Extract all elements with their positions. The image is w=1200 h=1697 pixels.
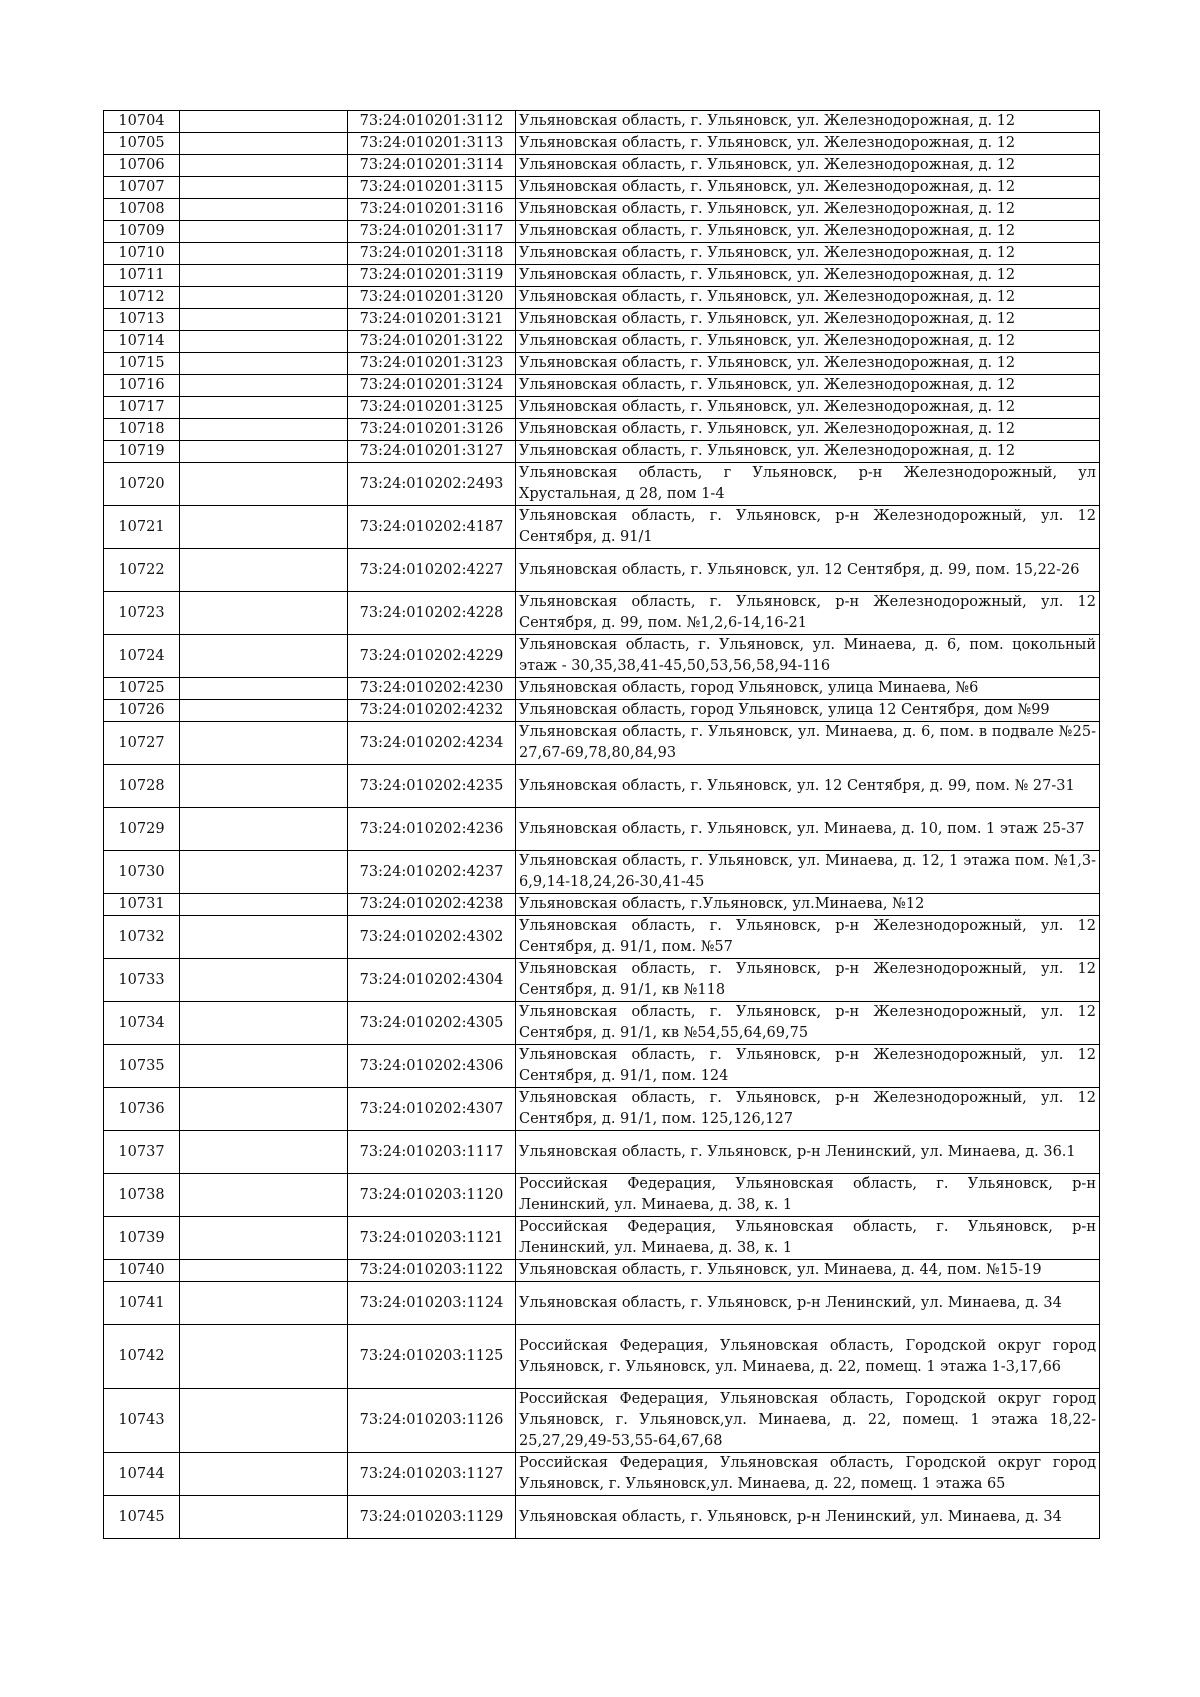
row-empty-cell bbox=[180, 1496, 348, 1539]
table-row bbox=[104, 155, 1100, 177]
address: Ульяновская область, г. Ульяновск, р-н Ленинский, ул. Минаева, д. 34 bbox=[516, 1282, 1100, 1325]
row-empty-cell bbox=[180, 463, 348, 506]
row-empty-cell bbox=[180, 959, 348, 1002]
table-row bbox=[104, 463, 1100, 506]
cadastral-number: 73:24:010201:3114 bbox=[348, 155, 516, 177]
address: Ульяновская область, г. Ульяновск, р-н Железнодорожный, ул. 12 Сентября, д. 91/1 bbox=[516, 506, 1100, 549]
row-number: 10739 bbox=[104, 1217, 180, 1260]
table-row bbox=[104, 309, 1100, 331]
row-empty-cell bbox=[180, 1453, 348, 1496]
row-number: 10705 bbox=[104, 133, 180, 155]
row-number: 10727 bbox=[104, 722, 180, 765]
cadastral-number: 73:24:010203:1127 bbox=[348, 1453, 516, 1496]
row-number: 10719 bbox=[104, 441, 180, 463]
row-empty-cell bbox=[180, 199, 348, 221]
table-row bbox=[104, 243, 1100, 265]
cadastral-number: 73:24:010201:3115 bbox=[348, 177, 516, 199]
cadastral-number: 73:24:010202:4232 bbox=[348, 700, 516, 722]
table-row bbox=[104, 765, 1100, 808]
table-row bbox=[104, 894, 1100, 916]
row-empty-cell bbox=[180, 1002, 348, 1045]
table-row bbox=[104, 1389, 1100, 1453]
address: Ульяновская область, г. Ульяновск, р-н Железнодорожный, ул. 12 Сентября, д. 91/1, кв №54,55,64,69,75 bbox=[516, 1002, 1100, 1045]
address: Ульяновская область, г. Ульяновск, р-н Железнодорожный, ул. 12 Сентября, д. 99, пом. №1,2,6-14,16-21 bbox=[516, 592, 1100, 635]
row-number: 10707 bbox=[104, 177, 180, 199]
table-row bbox=[104, 397, 1100, 419]
address: Ульяновская область, г. Ульяновск, ул. 12 Сентября, д. 99, пом. 15,22-26 bbox=[516, 549, 1100, 592]
row-number: 10721 bbox=[104, 506, 180, 549]
table-row bbox=[104, 506, 1100, 549]
table-row bbox=[104, 1217, 1100, 1260]
cadastral-number: 73:24:010202:4307 bbox=[348, 1088, 516, 1131]
row-number: 10718 bbox=[104, 419, 180, 441]
address: Ульяновская область, г. Ульяновск, ул. Железнодорожная, д. 12 bbox=[516, 199, 1100, 221]
address: Ульяновская область, г. Ульяновск, р-н Железнодорожный, ул. 12 Сентября, д. 91/1, пом. 125,126,127 bbox=[516, 1088, 1100, 1131]
row-number: 10730 bbox=[104, 851, 180, 894]
table-row bbox=[104, 353, 1100, 375]
row-empty-cell bbox=[180, 441, 348, 463]
table-row bbox=[104, 592, 1100, 635]
row-empty-cell bbox=[180, 1045, 348, 1088]
table-row bbox=[104, 635, 1100, 678]
address: Ульяновская область, г. Ульяновск, р-н Ленинский, ул. Минаева, д. 36.1 bbox=[516, 1131, 1100, 1174]
table-row bbox=[104, 1325, 1100, 1389]
cadastral-number: 73:24:010203:1121 bbox=[348, 1217, 516, 1260]
address: Ульяновская область, г. Ульяновск, ул. Минаева, д. 6, пом. в подвале №25-27,67-69,78,80,84,93 bbox=[516, 722, 1100, 765]
row-number: 10741 bbox=[104, 1282, 180, 1325]
row-number: 10743 bbox=[104, 1389, 180, 1453]
address: Ульяновская область, г. Ульяновск, ул. Железнодорожная, д. 12 bbox=[516, 221, 1100, 243]
cadastral-number: 73:24:010203:1122 bbox=[348, 1260, 516, 1282]
address: Ульяновская область, г. Ульяновск, ул. Железнодорожная, д. 12 bbox=[516, 243, 1100, 265]
row-number: 10716 bbox=[104, 375, 180, 397]
cadastral-number: 73:24:010201:3118 bbox=[348, 243, 516, 265]
table-row bbox=[104, 265, 1100, 287]
table-row bbox=[104, 1174, 1100, 1217]
row-number: 10733 bbox=[104, 959, 180, 1002]
row-empty-cell bbox=[180, 287, 348, 309]
cadastral-number: 73:24:010201:3122 bbox=[348, 331, 516, 353]
row-number: 10709 bbox=[104, 221, 180, 243]
table-row bbox=[104, 1131, 1100, 1174]
cadastral-number: 73:24:010201:3127 bbox=[348, 441, 516, 463]
row-empty-cell bbox=[180, 1174, 348, 1217]
table-row bbox=[104, 419, 1100, 441]
table-row bbox=[104, 199, 1100, 221]
row-number: 10737 bbox=[104, 1131, 180, 1174]
table-row bbox=[104, 133, 1100, 155]
row-number: 10736 bbox=[104, 1088, 180, 1131]
cadastral-number: 73:24:010203:1120 bbox=[348, 1174, 516, 1217]
address: Ульяновская область, г Ульяновск, р-н Железнодорожный, ул Хрустальная, д 28, пом 1-4 bbox=[516, 463, 1100, 506]
row-empty-cell bbox=[180, 1217, 348, 1260]
row-number: 10722 bbox=[104, 549, 180, 592]
row-empty-cell bbox=[180, 808, 348, 851]
table-row bbox=[104, 808, 1100, 851]
cadastral-number: 73:24:010201:3113 bbox=[348, 133, 516, 155]
table-row bbox=[104, 549, 1100, 592]
row-number: 10745 bbox=[104, 1496, 180, 1539]
address: Ульяновская область, г. Ульяновск, ул. Железнодорожная, д. 12 bbox=[516, 441, 1100, 463]
row-empty-cell bbox=[180, 309, 348, 331]
address: Ульяновская область, г. Ульяновск, ул. Минаева, д. 44, пом. №15-19 bbox=[516, 1260, 1100, 1282]
row-empty-cell bbox=[180, 1131, 348, 1174]
cadastral-number: 73:24:010203:1124 bbox=[348, 1282, 516, 1325]
cadastral-number: 73:24:010201:3125 bbox=[348, 397, 516, 419]
cadastral-number: 73:24:010202:4305 bbox=[348, 1002, 516, 1045]
cadastral-number: 73:24:010202:4187 bbox=[348, 506, 516, 549]
address: Ульяновская область, г. Ульяновск, ул. Железнодорожная, д. 12 bbox=[516, 133, 1100, 155]
address: Ульяновская область, г. Ульяновск, ул. Железнодорожная, д. 12 bbox=[516, 353, 1100, 375]
row-number: 10704 bbox=[104, 111, 180, 133]
address: Ульяновская область, г. Ульяновск, ул. Железнодорожная, д. 12 bbox=[516, 375, 1100, 397]
address: Ульяновская область, г. Ульяновск, ул. Железнодорожная, д. 12 bbox=[516, 419, 1100, 441]
cadastral-number: 73:24:010202:4234 bbox=[348, 722, 516, 765]
address: Российская Федерация, Ульяновская область, Городской округ город Ульяновск, г. Ульяновск, ул. Минаева, д. 22, помещ. 1 этажа 1-3,17,66 bbox=[516, 1325, 1100, 1389]
row-empty-cell bbox=[180, 1088, 348, 1131]
row-number: 10728 bbox=[104, 765, 180, 808]
table-body bbox=[104, 111, 1100, 1539]
row-number: 10740 bbox=[104, 1260, 180, 1282]
row-empty-cell bbox=[180, 177, 348, 199]
cadastral-number: 73:24:010203:1126 bbox=[348, 1389, 516, 1453]
cadastral-number: 73:24:010201:3126 bbox=[348, 419, 516, 441]
cadastral-number: 73:24:010201:3119 bbox=[348, 265, 516, 287]
table-row bbox=[104, 851, 1100, 894]
row-empty-cell bbox=[180, 549, 348, 592]
table-row bbox=[104, 221, 1100, 243]
row-empty-cell bbox=[180, 722, 348, 765]
row-empty-cell bbox=[180, 635, 348, 678]
cadastral-number: 73:24:010201:3116 bbox=[348, 199, 516, 221]
cadastral-number: 73:24:010203:1117 bbox=[348, 1131, 516, 1174]
table-row bbox=[104, 1088, 1100, 1131]
table-row bbox=[104, 916, 1100, 959]
address: Российская Федерация, Ульяновская область, г. Ульяновск, р-н Ленинский, ул. Минаева, д. 38, к. 1 bbox=[516, 1217, 1100, 1260]
row-empty-cell bbox=[180, 353, 348, 375]
row-number: 10717 bbox=[104, 397, 180, 419]
address: Ульяновская область, г. Ульяновск, ул. Железнодорожная, д. 12 bbox=[516, 397, 1100, 419]
table-row bbox=[104, 959, 1100, 1002]
row-empty-cell bbox=[180, 419, 348, 441]
address: Ульяновская область, г. Ульяновск, ул. Железнодорожная, д. 12 bbox=[516, 111, 1100, 133]
address: Ульяновская область, город Ульяновск, улица Минаева, №6 bbox=[516, 678, 1100, 700]
address: Ульяновская область, г. Ульяновск, р-н Железнодорожный, ул. 12 Сентября, д. 91/1, пом. 124 bbox=[516, 1045, 1100, 1088]
cadastral-number: 73:24:010202:4227 bbox=[348, 549, 516, 592]
row-empty-cell bbox=[180, 678, 348, 700]
row-empty-cell bbox=[180, 851, 348, 894]
address: Ульяновская область, г. Ульяновск, ул. Минаева, д. 10, пом. 1 этаж 25-37 bbox=[516, 808, 1100, 851]
row-empty-cell bbox=[180, 700, 348, 722]
cadastral-number: 73:24:010202:4306 bbox=[348, 1045, 516, 1088]
table-row bbox=[104, 177, 1100, 199]
cadastral-number: 73:24:010202:4228 bbox=[348, 592, 516, 635]
row-empty-cell bbox=[180, 221, 348, 243]
cadastral-number: 73:24:010202:4237 bbox=[348, 851, 516, 894]
table-row bbox=[104, 1002, 1100, 1045]
row-empty-cell bbox=[180, 1282, 348, 1325]
row-empty-cell bbox=[180, 1325, 348, 1389]
address: Российская Федерация, Ульяновская область, Городской округ город Ульяновск, г. Ульяновск,ул. Минаева, д. 22, помещ. 1 этажа 18,22-25,27,29,49-53,55-64,67,68 bbox=[516, 1389, 1100, 1453]
address: Ульяновская область, г. Ульяновск, ул. Железнодорожная, д. 12 bbox=[516, 177, 1100, 199]
row-number: 10731 bbox=[104, 894, 180, 916]
address: Ульяновская область, г. Ульяновск, ул. Железнодорожная, д. 12 bbox=[516, 265, 1100, 287]
row-number: 10706 bbox=[104, 155, 180, 177]
table-row bbox=[104, 1282, 1100, 1325]
cadastral-number: 73:24:010202:4235 bbox=[348, 765, 516, 808]
row-number: 10711 bbox=[104, 265, 180, 287]
address: Ульяновская область, г. Ульяновск, р-н Железнодорожный, ул. 12 Сентября, д. 91/1, пом. №57 bbox=[516, 916, 1100, 959]
table-row bbox=[104, 1260, 1100, 1282]
cadastral-number: 73:24:010202:4229 bbox=[348, 635, 516, 678]
row-number: 10723 bbox=[104, 592, 180, 635]
row-empty-cell bbox=[180, 1260, 348, 1282]
row-empty-cell bbox=[180, 133, 348, 155]
row-empty-cell bbox=[180, 375, 348, 397]
row-number: 10724 bbox=[104, 635, 180, 678]
address: Ульяновская область, г.Ульяновск, ул.Минаева, №12 bbox=[516, 894, 1100, 916]
row-empty-cell bbox=[180, 243, 348, 265]
row-number: 10713 bbox=[104, 309, 180, 331]
address: Российская Федерация, Ульяновская область, г. Ульяновск, р-н Ленинский, ул. Минаева, д. 38, к. 1 bbox=[516, 1174, 1100, 1217]
row-number: 10720 bbox=[104, 463, 180, 506]
cadastral-number: 73:24:010201:3123 bbox=[348, 353, 516, 375]
row-number: 10708 bbox=[104, 199, 180, 221]
address: Российская Федерация, Ульяновская область, Городской округ город Ульяновск, г. Ульяновск,ул. Минаева, д. 22, помещ. 1 этажа 65 bbox=[516, 1453, 1100, 1496]
table-row bbox=[104, 1045, 1100, 1088]
cadastral-number: 73:24:010202:4238 bbox=[348, 894, 516, 916]
address: Ульяновская область, г. Ульяновск, ул. Железнодорожная, д. 12 bbox=[516, 309, 1100, 331]
address: Ульяновская область, г. Ульяновск, ул. 12 Сентября, д. 99, пом. № 27-31 bbox=[516, 765, 1100, 808]
address: Ульяновская область, г. Ульяновск, р-н Железнодорожный, ул. 12 Сентября, д. 91/1, кв №118 bbox=[516, 959, 1100, 1002]
row-empty-cell bbox=[180, 155, 348, 177]
row-number: 10729 bbox=[104, 808, 180, 851]
cadastral-number: 73:24:010201:3117 bbox=[348, 221, 516, 243]
table-row bbox=[104, 111, 1100, 133]
cadastral-number: 73:24:010202:4236 bbox=[348, 808, 516, 851]
cadastral-number: 73:24:010201:3112 bbox=[348, 111, 516, 133]
cadastral-number: 73:24:010202:4302 bbox=[348, 916, 516, 959]
row-number: 10726 bbox=[104, 700, 180, 722]
table-row bbox=[104, 678, 1100, 700]
row-number: 10742 bbox=[104, 1325, 180, 1389]
row-number: 10715 bbox=[104, 353, 180, 375]
cadastral-number: 73:24:010203:1125 bbox=[348, 1325, 516, 1389]
row-number: 10738 bbox=[104, 1174, 180, 1217]
table-row bbox=[104, 441, 1100, 463]
row-empty-cell bbox=[180, 331, 348, 353]
row-number: 10735 bbox=[104, 1045, 180, 1088]
row-number: 10732 bbox=[104, 916, 180, 959]
row-number: 10714 bbox=[104, 331, 180, 353]
address: Ульяновская область, г. Ульяновск, р-н Ленинский, ул. Минаева, д. 34 bbox=[516, 1496, 1100, 1539]
row-number: 10712 bbox=[104, 287, 180, 309]
cadastral-number: 73:24:010202:2493 bbox=[348, 463, 516, 506]
cadastral-number: 73:24:010202:4304 bbox=[348, 959, 516, 1002]
row-number: 10725 bbox=[104, 678, 180, 700]
row-empty-cell bbox=[180, 397, 348, 419]
row-empty-cell bbox=[180, 916, 348, 959]
address: Ульяновская область, г. Ульяновск, ул. Железнодорожная, д. 12 bbox=[516, 287, 1100, 309]
table-row bbox=[104, 700, 1100, 722]
cadastral-number: 73:24:010202:4230 bbox=[348, 678, 516, 700]
table-row bbox=[104, 1496, 1100, 1539]
table-row bbox=[104, 722, 1100, 765]
row-empty-cell bbox=[180, 1389, 348, 1453]
address: Ульяновская область, город Ульяновск, улица 12 Сентября, дом №99 bbox=[516, 700, 1100, 722]
cadastral-number: 73:24:010203:1129 bbox=[348, 1496, 516, 1539]
cadastral-number: 73:24:010201:3121 bbox=[348, 309, 516, 331]
address: Ульяновская область, г. Ульяновск, ул. Железнодорожная, д. 12 bbox=[516, 155, 1100, 177]
address: Ульяновская область, г. Ульяновск, ул. Железнодорожная, д. 12 bbox=[516, 331, 1100, 353]
address: Ульяновская область, г. Ульяновск, ул. Минаева, д. 6, пом. цокольный этаж - 30,35,38,41-45,50,53,56,58,94-116 bbox=[516, 635, 1100, 678]
row-number: 10744 bbox=[104, 1453, 180, 1496]
cadastral-register-table bbox=[103, 110, 1100, 1539]
address: Ульяновская область, г. Ульяновск, ул. Минаева, д. 12, 1 этажа пом. №1,3-6,9,14-18,24,26-30,41-45 bbox=[516, 851, 1100, 894]
cadastral-number: 73:24:010201:3124 bbox=[348, 375, 516, 397]
row-empty-cell bbox=[180, 506, 348, 549]
row-empty-cell bbox=[180, 265, 348, 287]
table-row bbox=[104, 287, 1100, 309]
row-empty-cell bbox=[180, 765, 348, 808]
row-number: 10710 bbox=[104, 243, 180, 265]
row-empty-cell bbox=[180, 894, 348, 916]
row-number: 10734 bbox=[104, 1002, 180, 1045]
table-row bbox=[104, 1453, 1100, 1496]
row-empty-cell bbox=[180, 592, 348, 635]
table-row bbox=[104, 331, 1100, 353]
row-empty-cell bbox=[180, 111, 348, 133]
table-row bbox=[104, 375, 1100, 397]
cadastral-number: 73:24:010201:3120 bbox=[348, 287, 516, 309]
